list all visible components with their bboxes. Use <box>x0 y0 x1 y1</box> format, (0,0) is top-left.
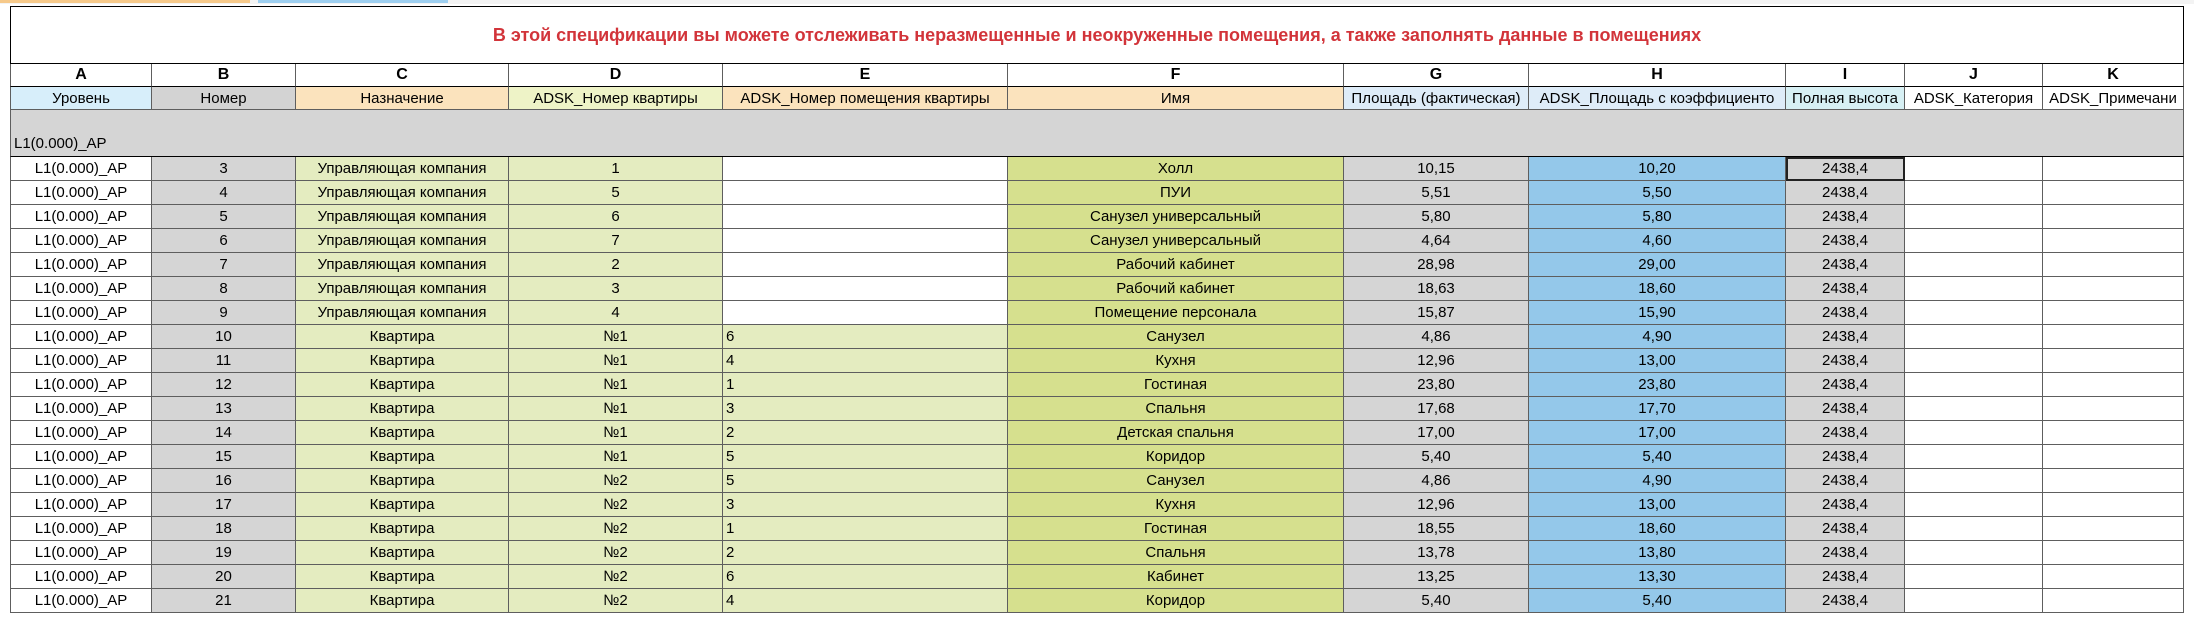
cell-room-number[interactable]: 1 <box>723 373 1008 397</box>
cell-purpose[interactable]: Управляющая компания <box>296 181 509 205</box>
table-row[interactable] <box>10 517 2184 541</box>
cell-area-actual[interactable]: 5,40 <box>1344 589 1529 613</box>
cell-room-number[interactable]: 5 <box>723 469 1008 493</box>
cell-full-height[interactable]: 2438,4 <box>1786 421 1905 445</box>
cell-full-height[interactable]: 2438,4 <box>1786 349 1905 373</box>
cell-purpose[interactable]: Квартира <box>296 565 509 589</box>
cell-area-coefficient[interactable]: 18,60 <box>1529 517 1786 541</box>
cell-number[interactable]: 7 <box>152 253 296 277</box>
col-letter-j[interactable]: J <box>1905 64 2043 87</box>
cell-category[interactable] <box>1905 325 2043 349</box>
cell-apartment-number[interactable]: 2 <box>509 253 723 277</box>
tab-indicator[interactable] <box>0 0 250 3</box>
header-full-height[interactable]: Полная высота <box>1786 87 1905 110</box>
cell-area-actual[interactable]: 17,00 <box>1344 421 1529 445</box>
cell-room-number[interactable]: 6 <box>723 325 1008 349</box>
cell-number[interactable]: 17 <box>152 493 296 517</box>
cell-number[interactable]: 16 <box>152 469 296 493</box>
table-row[interactable] <box>10 397 2184 421</box>
table-row[interactable] <box>10 445 2184 469</box>
cell-name[interactable]: Кухня <box>1008 349 1344 373</box>
cell-apartment-number[interactable]: №2 <box>509 541 723 565</box>
cell-category[interactable] <box>1905 421 2043 445</box>
cell-level[interactable]: L1(0.000)_AP <box>10 493 152 517</box>
cell-area-actual[interactable]: 5,80 <box>1344 205 1529 229</box>
cell-area-actual[interactable]: 17,68 <box>1344 397 1529 421</box>
cell-area-actual[interactable]: 12,96 <box>1344 493 1529 517</box>
cell-area-actual[interactable]: 5,51 <box>1344 181 1529 205</box>
cell-note[interactable] <box>2043 565 2184 589</box>
cell-category[interactable] <box>1905 469 2043 493</box>
cell-number[interactable]: 13 <box>152 397 296 421</box>
cell-area-actual[interactable]: 23,80 <box>1344 373 1529 397</box>
cell-area-actual[interactable]: 5,40 <box>1344 445 1529 469</box>
cell-number[interactable]: 19 <box>152 541 296 565</box>
cell-apartment-number[interactable]: №2 <box>509 517 723 541</box>
cell-category[interactable] <box>1905 157 2043 181</box>
table-row[interactable] <box>10 205 2184 229</box>
cell-area-actual[interactable]: 12,96 <box>1344 349 1529 373</box>
table-row[interactable] <box>10 157 2184 181</box>
cell-category[interactable] <box>1905 397 2043 421</box>
cell-purpose[interactable]: Управляющая компания <box>296 301 509 325</box>
cell-purpose[interactable]: Квартира <box>296 421 509 445</box>
cell-level[interactable]: L1(0.000)_AP <box>10 325 152 349</box>
cell-name[interactable]: Помещение персонала <box>1008 301 1344 325</box>
cell-apartment-number[interactable]: №2 <box>509 589 723 613</box>
cell-room-number[interactable]: 3 <box>723 493 1008 517</box>
table-row[interactable] <box>10 469 2184 493</box>
cell-purpose[interactable]: Управляющая компания <box>296 277 509 301</box>
cell-area-coefficient[interactable]: 10,20 <box>1529 157 1786 181</box>
cell-category[interactable] <box>1905 517 2043 541</box>
cell-number[interactable]: 20 <box>152 565 296 589</box>
schedule-sheet <box>10 6 2184 613</box>
cell-room-number[interactable] <box>723 157 1008 181</box>
cell-number[interactable]: 21 <box>152 589 296 613</box>
cell-number[interactable]: 14 <box>152 421 296 445</box>
cell-level[interactable]: L1(0.000)_AP <box>10 205 152 229</box>
cell-number[interactable]: 3 <box>152 157 296 181</box>
header-note[interactable]: ADSK_Примечани <box>2043 87 2184 110</box>
cell-note[interactable] <box>2043 253 2184 277</box>
cell-full-height[interactable]: 2438,4 <box>1786 373 1905 397</box>
cell-room-number[interactable]: 3 <box>723 397 1008 421</box>
cell-level[interactable]: L1(0.000)_AP <box>10 517 152 541</box>
cell-name[interactable]: Санузел <box>1008 469 1344 493</box>
cell-room-number[interactable]: 4 <box>723 589 1008 613</box>
cell-category[interactable] <box>1905 373 2043 397</box>
cell-name[interactable]: Санузел <box>1008 325 1344 349</box>
cell-number[interactable]: 8 <box>152 277 296 301</box>
cell-full-height[interactable]: 2438,4 <box>1786 277 1905 301</box>
cell-level[interactable]: L1(0.000)_AP <box>10 373 152 397</box>
cell-level[interactable]: L1(0.000)_AP <box>10 229 152 253</box>
cell-category[interactable] <box>1905 565 2043 589</box>
cell-number[interactable]: 18 <box>152 517 296 541</box>
cell-area-coefficient[interactable]: 4,90 <box>1529 469 1786 493</box>
cell-room-number[interactable] <box>723 253 1008 277</box>
cell-note[interactable] <box>2043 517 2184 541</box>
cell-area-coefficient[interactable]: 13,00 <box>1529 349 1786 373</box>
col-letter-d[interactable]: D <box>509 64 723 87</box>
cell-full-height[interactable]: 2438,4 <box>1786 541 1905 565</box>
col-letter-f[interactable]: F <box>1008 64 1344 87</box>
cell-purpose[interactable]: Квартира <box>296 445 509 469</box>
cell-name[interactable]: Кухня <box>1008 493 1344 517</box>
cell-room-number[interactable]: 2 <box>723 421 1008 445</box>
cell-note[interactable] <box>2043 205 2184 229</box>
cell-name[interactable]: Санузел универсальный <box>1008 229 1344 253</box>
header-purpose[interactable]: Назначение <box>296 87 509 110</box>
cell-apartment-number[interactable]: №2 <box>509 469 723 493</box>
cell-full-height[interactable]: 2438,4 <box>1786 325 1905 349</box>
cell-level[interactable]: L1(0.000)_AP <box>10 421 152 445</box>
cell-area-coefficient[interactable]: 5,40 <box>1529 445 1786 469</box>
cell-purpose[interactable]: Квартира <box>296 349 509 373</box>
cell-purpose[interactable]: Квартира <box>296 493 509 517</box>
cell-room-number[interactable]: 2 <box>723 541 1008 565</box>
cell-area-coefficient[interactable]: 18,60 <box>1529 277 1786 301</box>
cell-full-height[interactable]: 2438,4 <box>1786 565 1905 589</box>
cell-note[interactable] <box>2043 349 2184 373</box>
cell-apartment-number[interactable]: 5 <box>509 181 723 205</box>
table-row[interactable] <box>10 253 2184 277</box>
cell-category[interactable] <box>1905 493 2043 517</box>
cell-level[interactable]: L1(0.000)_AP <box>10 181 152 205</box>
cell-note[interactable] <box>2043 397 2184 421</box>
cell-category[interactable] <box>1905 445 2043 469</box>
cell-note[interactable] <box>2043 445 2184 469</box>
cell-number[interactable]: 4 <box>152 181 296 205</box>
cell-full-height[interactable]: 2438,4 <box>1786 469 1905 493</box>
cell-category[interactable] <box>1905 205 2043 229</box>
cell-room-number[interactable]: 6 <box>723 565 1008 589</box>
cell-name[interactable]: Санузел универсальный <box>1008 205 1344 229</box>
table-row[interactable] <box>10 229 2184 253</box>
cell-room-number[interactable] <box>723 229 1008 253</box>
cell-level[interactable]: L1(0.000)_AP <box>10 301 152 325</box>
cell-area-coefficient[interactable]: 4,60 <box>1529 229 1786 253</box>
table-row[interactable] <box>10 181 2184 205</box>
cell-category[interactable] <box>1905 301 2043 325</box>
cell-purpose[interactable]: Квартира <box>296 589 509 613</box>
col-letter-c[interactable]: C <box>296 64 509 87</box>
cell-apartment-number[interactable]: №2 <box>509 565 723 589</box>
cell-note[interactable] <box>2043 589 2184 613</box>
table-row[interactable] <box>10 541 2184 565</box>
cell-number[interactable]: 12 <box>152 373 296 397</box>
cell-area-coefficient[interactable]: 13,00 <box>1529 493 1786 517</box>
cell-area-actual[interactable]: 10,15 <box>1344 157 1529 181</box>
table-row[interactable] <box>10 277 2184 301</box>
cell-apartment-number[interactable]: №1 <box>509 373 723 397</box>
cell-apartment-number[interactable]: 3 <box>509 277 723 301</box>
cell-room-number[interactable] <box>723 277 1008 301</box>
cell-category[interactable] <box>1905 541 2043 565</box>
cell-full-height[interactable]: 2438,4 <box>1786 445 1905 469</box>
cell-purpose[interactable]: Управляющая компания <box>296 229 509 253</box>
col-letter-g[interactable]: G <box>1344 64 1529 87</box>
cell-level[interactable]: L1(0.000)_AP <box>10 445 152 469</box>
cell-level[interactable]: L1(0.000)_AP <box>10 349 152 373</box>
cell-name[interactable]: Рабочий кабинет <box>1008 277 1344 301</box>
cell-number[interactable]: 11 <box>152 349 296 373</box>
cell-area-actual[interactable]: 13,25 <box>1344 565 1529 589</box>
cell-area-coefficient[interactable]: 5,40 <box>1529 589 1786 613</box>
cell-full-height[interactable]: 2438,4 <box>1786 229 1905 253</box>
cell-category[interactable] <box>1905 253 2043 277</box>
cell-area-actual[interactable]: 4,86 <box>1344 325 1529 349</box>
tab-indicator-active[interactable] <box>258 0 448 3</box>
cell-category[interactable] <box>1905 277 2043 301</box>
cell-name[interactable]: Детская спальня <box>1008 421 1344 445</box>
cell-apartment-number[interactable]: 1 <box>509 157 723 181</box>
cell-name[interactable]: Коридор <box>1008 589 1344 613</box>
cell-full-height[interactable]: 2438,4 <box>1786 589 1905 613</box>
table-row[interactable] <box>10 373 2184 397</box>
schedule-banner: В этой спецификации вы можете отслеживать неразмещенные и неокруженные помещения, а также заполнять данные в помещениях <box>10 6 2184 64</box>
cell-number[interactable]: 6 <box>152 229 296 253</box>
cell-full-height[interactable]: 2438,4 <box>1786 493 1905 517</box>
header-area-actual[interactable]: Площадь (фактическая) <box>1344 87 1529 110</box>
cell-level[interactable]: L1(0.000)_AP <box>10 157 152 181</box>
cell-purpose[interactable]: Квартира <box>296 469 509 493</box>
table-row[interactable] <box>10 325 2184 349</box>
cell-room-number[interactable] <box>723 205 1008 229</box>
cell-area-coefficient[interactable]: 5,50 <box>1529 181 1786 205</box>
cell-area-actual[interactable]: 15,87 <box>1344 301 1529 325</box>
cell-area-coefficient[interactable]: 17,70 <box>1529 397 1786 421</box>
cell-area-actual[interactable]: 18,63 <box>1344 277 1529 301</box>
window-top-strip <box>0 0 2194 4</box>
table-row[interactable] <box>10 565 2184 589</box>
table-row[interactable] <box>10 301 2184 325</box>
cell-level[interactable]: L1(0.000)_AP <box>10 397 152 421</box>
cell-name[interactable]: Рабочий кабинет <box>1008 253 1344 277</box>
col-letter-k[interactable]: K <box>2043 64 2184 87</box>
table-row[interactable] <box>10 589 2184 613</box>
cell-full-height[interactable]: 2438,4 <box>1786 181 1905 205</box>
cell-full-height[interactable]: 2438,4 <box>1786 397 1905 421</box>
cell-name[interactable]: Гостиная <box>1008 373 1344 397</box>
cell-area-coefficient[interactable]: 29,00 <box>1529 253 1786 277</box>
header-area-coefficient[interactable]: ADSK_Площадь с коэффициенто <box>1529 87 1786 110</box>
cell-area-coefficient[interactable]: 17,00 <box>1529 421 1786 445</box>
cell-category[interactable] <box>1905 181 2043 205</box>
cell-level[interactable]: L1(0.000)_AP <box>10 541 152 565</box>
cell-note[interactable] <box>2043 229 2184 253</box>
column-letters-row <box>10 64 2184 87</box>
cell-area-coefficient[interactable]: 15,90 <box>1529 301 1786 325</box>
cell-apartment-number[interactable]: №1 <box>509 349 723 373</box>
cell-room-number[interactable]: 1 <box>723 517 1008 541</box>
cell-purpose[interactable]: Квартира <box>296 325 509 349</box>
header-room-number[interactable]: ADSK_Номер помещения квартиры <box>723 87 1008 110</box>
cell-room-number[interactable]: 5 <box>723 445 1008 469</box>
col-letter-a[interactable]: A <box>10 64 152 87</box>
cell-area-coefficient[interactable]: 4,90 <box>1529 325 1786 349</box>
cell-note[interactable] <box>2043 301 2184 325</box>
cell-full-height[interactable]: 2438,4 <box>1786 517 1905 541</box>
cell-room-number[interactable]: 4 <box>723 349 1008 373</box>
cell-area-actual[interactable]: 4,64 <box>1344 229 1529 253</box>
cell-purpose[interactable]: Квартира <box>296 397 509 421</box>
cell-purpose[interactable]: Квартира <box>296 517 509 541</box>
cell-name[interactable]: Гостиная <box>1008 517 1344 541</box>
cell-area-coefficient[interactable]: 5,80 <box>1529 205 1786 229</box>
cell-area-actual[interactable]: 18,55 <box>1344 517 1529 541</box>
cell-note[interactable] <box>2043 469 2184 493</box>
cell-category[interactable] <box>1905 349 2043 373</box>
cell-level[interactable]: L1(0.000)_AP <box>10 277 152 301</box>
cell-apartment-number[interactable]: №2 <box>509 493 723 517</box>
cell-number[interactable]: 15 <box>152 445 296 469</box>
cell-apartment-number[interactable]: №1 <box>509 421 723 445</box>
cell-name[interactable]: Кабинет <box>1008 565 1344 589</box>
header-category[interactable]: ADSK_Категория <box>1905 87 2043 110</box>
cell-purpose[interactable]: Квартира <box>296 541 509 565</box>
cell-area-coefficient[interactable]: 13,30 <box>1529 565 1786 589</box>
cell-number[interactable]: 9 <box>152 301 296 325</box>
table-row[interactable] <box>10 421 2184 445</box>
cell-full-height[interactable]: 2438,4 <box>1786 205 1905 229</box>
cell-note[interactable] <box>2043 157 2184 181</box>
cell-purpose[interactable]: Управляющая компания <box>296 157 509 181</box>
cell-apartment-number[interactable]: №1 <box>509 397 723 421</box>
schedule-rows <box>10 157 2184 613</box>
cell-purpose[interactable]: Управляющая компания <box>296 205 509 229</box>
cell-level[interactable]: L1(0.000)_AP <box>10 589 152 613</box>
cell-name[interactable]: ПУИ <box>1008 181 1344 205</box>
cell-apartment-number[interactable]: №1 <box>509 445 723 469</box>
cell-full-height[interactable]: 2438,4 <box>1786 157 1905 181</box>
cell-level[interactable]: L1(0.000)_AP <box>10 565 152 589</box>
cell-category[interactable] <box>1905 229 2043 253</box>
cell-area-coefficient[interactable]: 23,80 <box>1529 373 1786 397</box>
cell-area-actual[interactable]: 13,78 <box>1344 541 1529 565</box>
col-letter-e[interactable]: E <box>723 64 1008 87</box>
cell-room-number[interactable] <box>723 301 1008 325</box>
cell-apartment-number[interactable]: 7 <box>509 229 723 253</box>
cell-room-number[interactable] <box>723 181 1008 205</box>
cell-number[interactable]: 10 <box>152 325 296 349</box>
header-name[interactable]: Имя <box>1008 87 1344 110</box>
cell-full-height[interactable]: 2438,4 <box>1786 253 1905 277</box>
header-number[interactable]: Номер <box>152 87 296 110</box>
cell-note[interactable] <box>2043 373 2184 397</box>
header-level[interactable]: Уровень <box>10 87 152 110</box>
cell-category[interactable] <box>1905 589 2043 613</box>
col-letter-h[interactable]: H <box>1529 64 1786 87</box>
table-row[interactable] <box>10 493 2184 517</box>
col-letter-i[interactable]: I <box>1786 64 1905 87</box>
cell-note[interactable] <box>2043 325 2184 349</box>
cell-purpose[interactable]: Квартира <box>296 373 509 397</box>
table-row[interactable] <box>10 349 2184 373</box>
cell-note[interactable] <box>2043 541 2184 565</box>
cell-purpose[interactable]: Управляющая компания <box>296 253 509 277</box>
cell-note[interactable] <box>2043 493 2184 517</box>
cell-level[interactable]: L1(0.000)_AP <box>10 253 152 277</box>
cell-apartment-number[interactable]: 4 <box>509 301 723 325</box>
cell-full-height[interactable]: 2438,4 <box>1786 301 1905 325</box>
cell-name[interactable]: Спальня <box>1008 397 1344 421</box>
cell-area-actual[interactable]: 4,86 <box>1344 469 1529 493</box>
cell-name[interactable]: Коридор <box>1008 445 1344 469</box>
cell-note[interactable] <box>2043 421 2184 445</box>
cell-note[interactable] <box>2043 181 2184 205</box>
cell-name[interactable]: Спальня <box>1008 541 1344 565</box>
cell-apartment-number[interactable]: 6 <box>509 205 723 229</box>
cell-note[interactable] <box>2043 277 2184 301</box>
cell-level[interactable]: L1(0.000)_AP <box>10 469 152 493</box>
cell-name[interactable]: Холл <box>1008 157 1344 181</box>
group-header-level: L1(0.000)_AP <box>10 110 2184 157</box>
header-apartment-number[interactable]: ADSK_Номер квартиры <box>509 87 723 110</box>
cell-apartment-number[interactable]: №1 <box>509 325 723 349</box>
cell-number[interactable]: 5 <box>152 205 296 229</box>
col-letter-b[interactable]: B <box>152 64 296 87</box>
cell-area-coefficient[interactable]: 13,80 <box>1529 541 1786 565</box>
column-headers-row <box>10 87 2184 110</box>
cell-area-actual[interactable]: 28,98 <box>1344 253 1529 277</box>
